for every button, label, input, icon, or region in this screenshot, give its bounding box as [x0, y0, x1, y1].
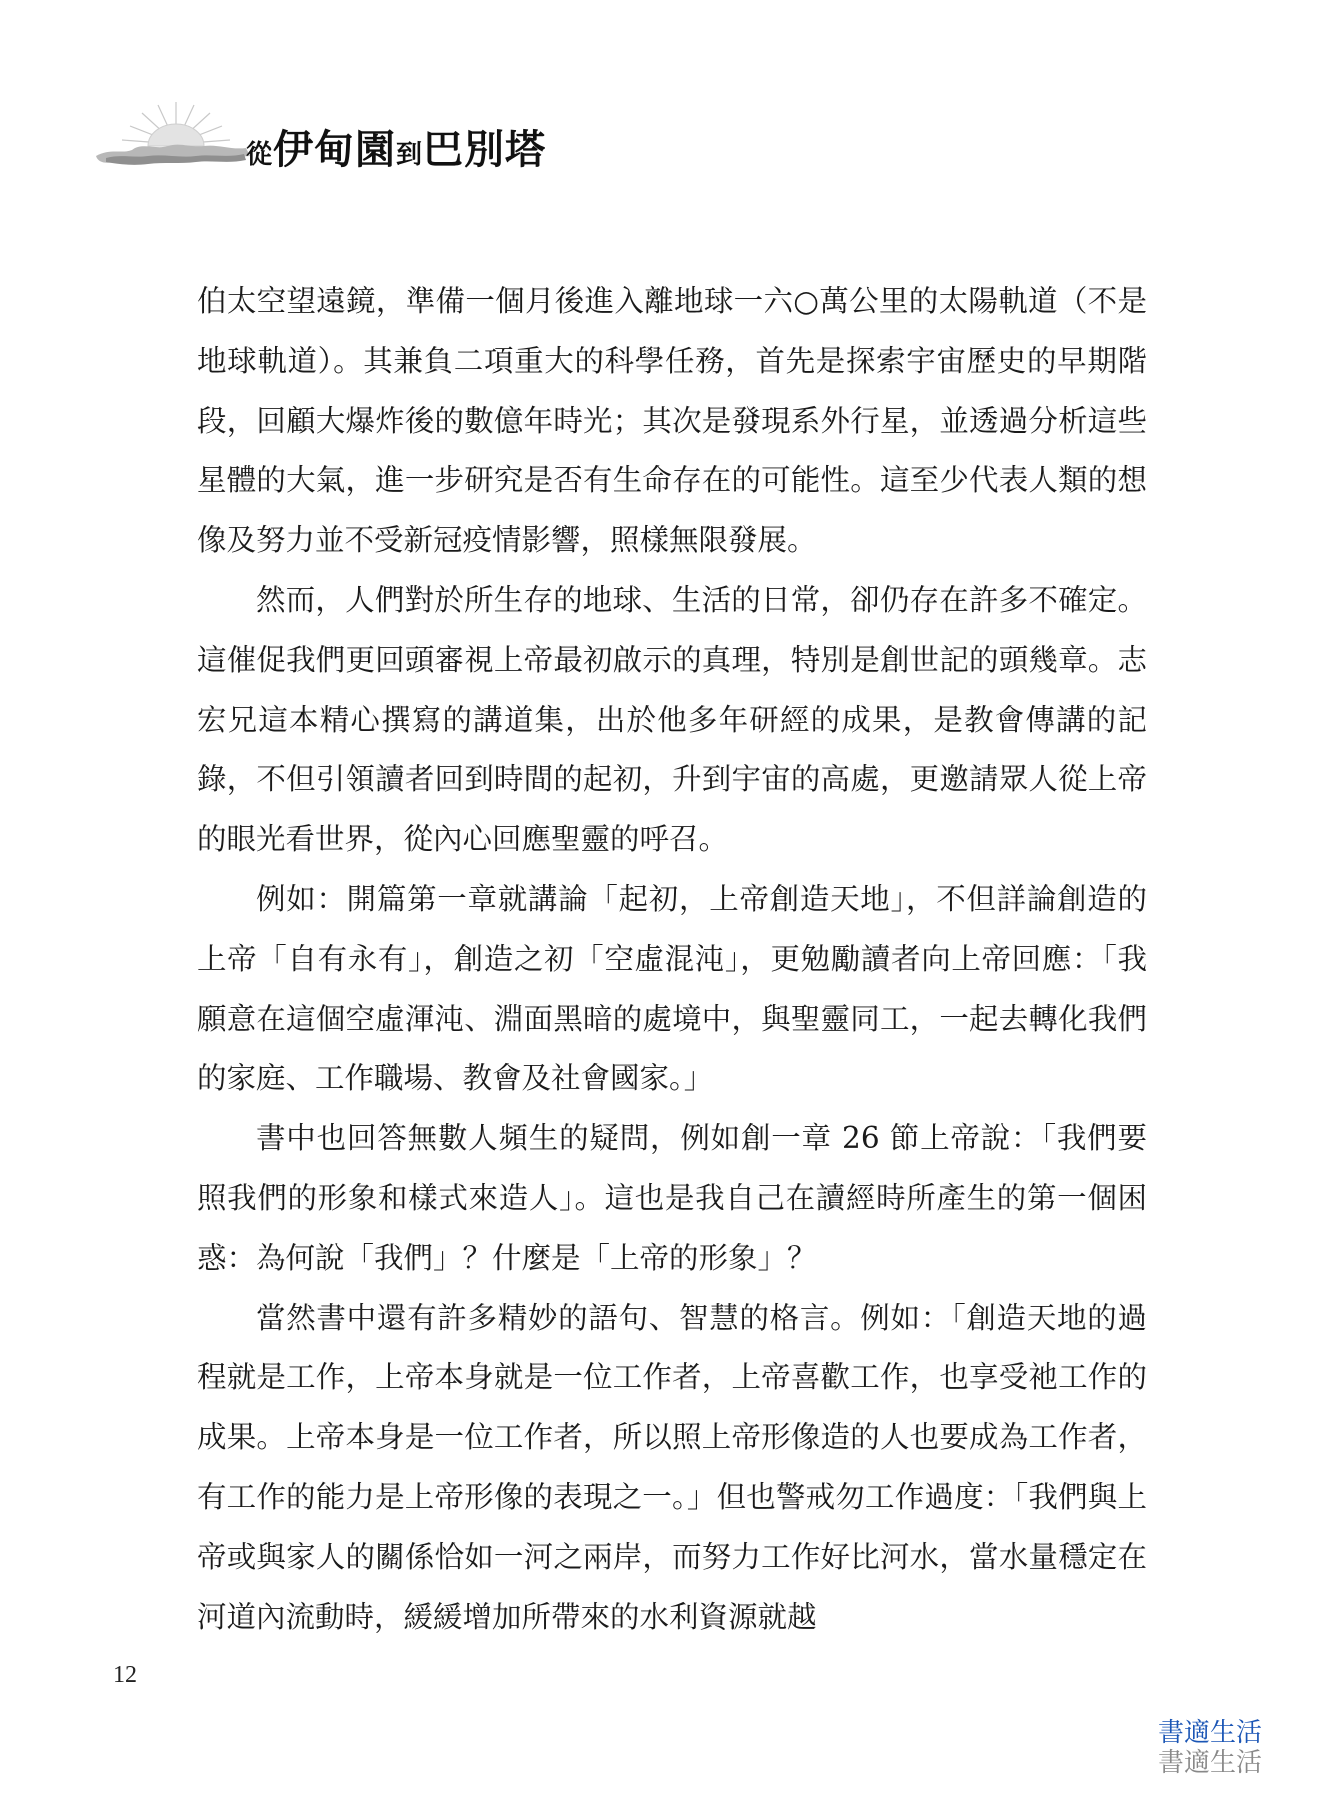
paragraph-3: 例如：開篇第一章就講論「起初，上帝創造天地」，不但詳論創造的上帝「自有永有」，創造之初「空虛混沌」，更勉勵讀者向上帝回應：「我願意在這個空虛渾沌、淵面黑暗的處境中，與聖靈同工，一起去轉化我們的家庭、工作職場、教會及社會國家。」 [197, 881, 1147, 1096]
title-part-2: 伊甸園 [273, 127, 397, 173]
watermark-line-1: 書適生活 [1158, 1718, 1263, 1748]
watermark-line-2: 書適生活 [1158, 1748, 1263, 1778]
paragraph-1: 伯太空望遠鏡，準備一個月後進入離地球一六○萬公里的太陽軌道（不是地球軌道）。其兼負二項重大的科學任務，首先是探索宇宙歷史的早期階段，回顧大爆炸後的數億年時光；其次是發現系外行星，並透過分析這些星體的大氣，進一步研究是否有生命存在的可能性。這至少代表人類的想像及努力並不受新冠疫情影響，照樣無限發展。 [197, 284, 1147, 558]
title-part-4: 巴別塔 [423, 127, 547, 173]
sunrise-cloud-emblem [96, 96, 256, 176]
paragraph-5: 當然書中還有許多精妙的語句、智慧的格言。例如：「創造天地的過程就是工作，上帝本身就是一位工作者，上帝喜歡工作，也享受祂工作的成果。上帝本身是一位工作者，所以照上帝形像造的人也要成為工作者，有工作的能力是上帝形像的表現之一。」但也警戒勿工作過度：「我們與上帝或與家人的關係恰如一河之兩岸，而努力工作好比河水，當水量穩定在河道內流動時，緩緩增加所帶來的水利資源就越 [197, 1300, 1147, 1634]
page-number: 12 [113, 1662, 137, 1688]
watermark [1158, 1718, 1262, 1778]
paragraph-2: 然而，人們對於所生存的地球、生活的日常，卻仍存在許多不確定。這催促我們更回頭審視上帝最初啟示的真理，特別是創世記的頭幾章。志宏兄這本精心撰寫的講道集，出於他多年研經的成果，是教會傳講的記錄，不但引領讀者回到時間的起初，升到宇宙的高處，更邀請眾人從上帝的眼光看世界，從內心回應聖靈的呼召。 [197, 582, 1147, 857]
title-part-3: 到 [396, 140, 424, 170]
paragraph-4: 書中也回答無數人頻生的疑問，例如創一章 26 節上帝說：「我們要照我們的形象和樣式來造人」。這也是我自己在讀經時所產生的第一個困惑：為何說「我們」？什麼是「上帝的形象」？ [197, 1121, 1147, 1275]
body-text [197, 272, 1147, 1647]
running-header [96, 96, 576, 176]
book-title [246, 118, 546, 175]
title-part-1: 從 [246, 140, 274, 170]
